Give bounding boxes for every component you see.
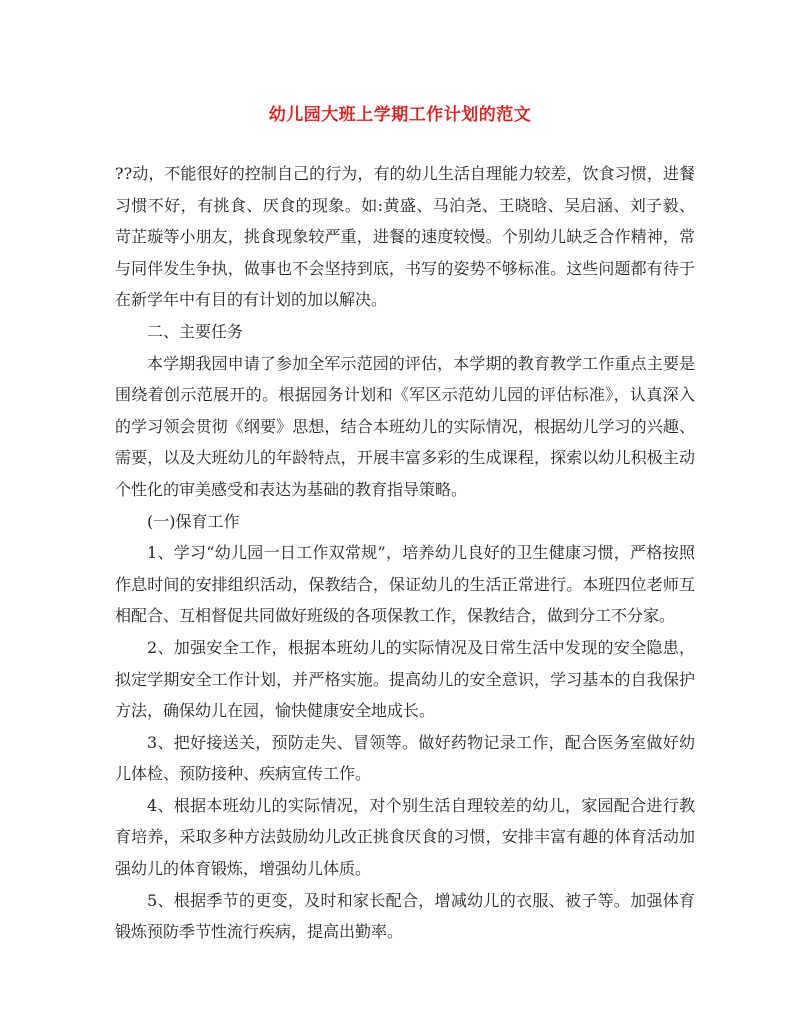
document-title: 幼儿园大班上学期工作计划的范文 xyxy=(268,105,532,125)
paragraph: 1、学习“幼儿园一日工作双常规”，培养幼儿良好的卫生健康习惯，严格按照作息时间的安排组织活动，保教结合，保证幼儿的生活正常进行。本班四位老师互相配合、互相督促共同做好班级的各项保教工作，保教结合，做到分工不分家。 xyxy=(115,543,695,626)
paragraph: 4、根据本班幼儿的实际情况，对个别生活自理较差的幼儿，家园配合进行教育培养，采取多种方法鼓励幼儿改正挑食厌食的习惯，安排丰富有趣的体育活动加强幼儿的体育锻炼，增强幼儿体质。 xyxy=(115,795,695,879)
paragraph: 2、加强安全工作，根据本班幼儿的实际情况及日常生活中发现的安全隐患，拟定学期安全工作计划，并严格实施。提高幼儿的安全意识，学习基本的自我保护方法，确保幼儿在园，愉快健康安全地成长。 xyxy=(115,637,695,721)
paragraph: (一)保育工作 xyxy=(147,511,240,531)
paragraph: 3、把好接送关，预防走失、冒领等。做好药物记录工作，配合医务室做好幼儿体检、预防接种、疾病宣传工作。 xyxy=(115,732,695,784)
document-body xyxy=(115,158,695,948)
paragraph: ??动，不能很好的控制自己的行为，有的幼儿生活自理能力较差，饮食习惯，进餐习惯不好，有挑食、厌食的现象。如:黄盛、马泊尧、王晓晗、吴启涵、刘子毅、苛芷璇等小朋友，挑食现象较严重，进餐的速度较慢。个别幼儿缺乏合作精神，常与同伴发生争执，做事也不会坚持到底，书写的姿势不够标准。这些问题都有待于在新学年中有目的有计划的加以解决。 xyxy=(115,164,695,310)
paragraph: 二、主要任务 xyxy=(147,321,244,341)
paragraph: 本学期我园申请了参加全军示范园的评估，本学期的教育教学工作重点主要是围绕着创示范展开的。根据园务计划和《军区示范幼儿园的评估标准》，认真深入的学习领会贯彻《纲要》思想，结合本班幼儿的实际情况，根据幼儿学习的兴趣、需要，以及大班幼儿的年龄特点，开展丰富多彩的生成课程，探索以幼儿积极主动个性化的审美感受和表达为基础的教育指导策略。 xyxy=(115,353,695,499)
paragraph: 5、根据季节的更变，及时和家长配合，增减幼儿的衣服、被子等。加强体育锻炼预防季节性流行疾病，提高出勤率。 xyxy=(115,890,695,942)
